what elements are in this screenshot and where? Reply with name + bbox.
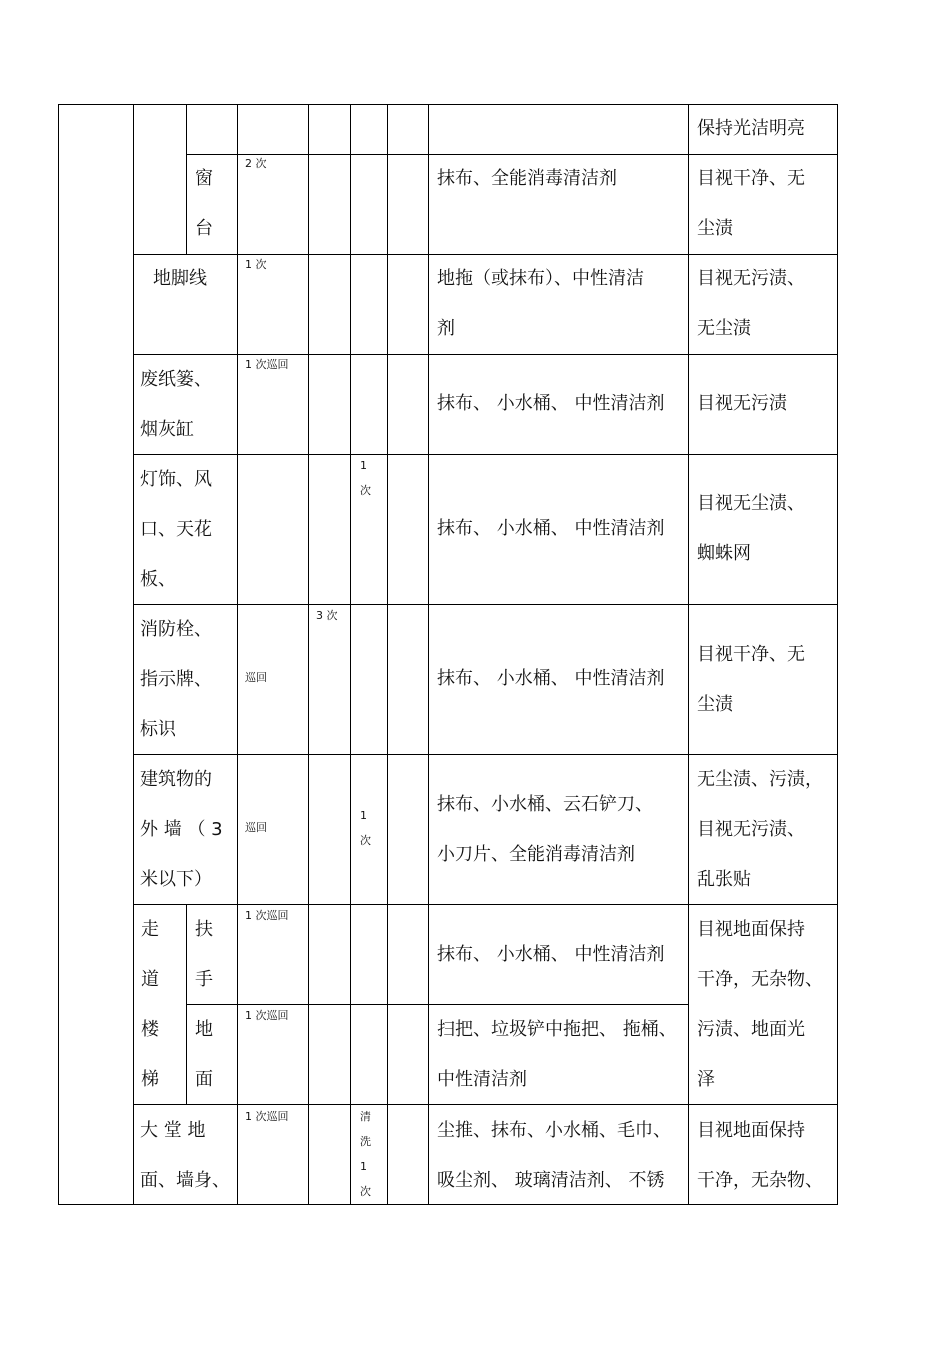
tools-cell: 抹布、 小水桶、 中性清洁剂 [437, 668, 665, 689]
tools-cell: 抹布、小水桶、云石铲刀、 [437, 794, 653, 815]
standard-cell: 无尘渍 [697, 318, 751, 339]
daily-frequency-cell: 巡回 [245, 821, 267, 834]
standard-cell: 蜘蛛网 [697, 543, 751, 564]
standard-cell: 无尘渍、污渍， [697, 769, 823, 790]
item-cell: 烟灰缸 [140, 419, 194, 440]
column-divider [186, 904, 187, 1104]
standard-cell: 目视无污渍、 [697, 268, 805, 289]
item-cell: 外 墙 （ 3 [140, 819, 223, 840]
column-divider [237, 104, 238, 1205]
monthly-frequency-cell: 次 [360, 484, 371, 497]
group-item-cell: 走 [141, 919, 159, 940]
tools-cell: 抹布、 小水桶、 中性清洁剂 [437, 393, 665, 414]
standard-cell: 干净，无杂物、 [697, 1170, 823, 1191]
monthly-frequency-cell: 次 [360, 834, 371, 847]
item-cell: 废纸篓、 [140, 369, 212, 390]
standard-cell: 保持光洁明亮 [697, 118, 805, 139]
item-cell: 口、天花 [140, 519, 212, 540]
table-border-right [837, 104, 838, 1205]
standard-cell: 目视无尘渍、 [697, 493, 805, 514]
tools-cell: 地拖（或抹布）、中性清洁 [437, 268, 644, 289]
column-divider [133, 104, 134, 1205]
item-cell: 地脚线 [153, 268, 207, 289]
monthly-frequency-cell: 清 [360, 1110, 371, 1123]
group-item-cell: 道 [141, 969, 159, 990]
standard-cell: 尘渍 [697, 694, 733, 715]
monthly-frequency-cell: 1 [360, 459, 367, 472]
standard-cell: 乱张贴 [697, 869, 751, 890]
row-divider [133, 454, 838, 455]
sub-item-cell: 台 [195, 218, 213, 239]
column-divider [186, 104, 187, 254]
tools-cell: 小刀片、全能消毒清洁剂 [437, 844, 635, 865]
tools-cell: 抹布、全能消毒清洁剂 [437, 168, 617, 189]
item-cell: 指示牌、 [140, 669, 212, 690]
sub-item-cell: 手 [195, 969, 213, 990]
standard-cell: 目视地面保持 [697, 919, 805, 940]
item-cell: 灯饰、风 [140, 469, 212, 490]
monthly-frequency-cell: 洗 [360, 1135, 371, 1148]
daily-frequency-cell: 巡回 [245, 671, 267, 684]
item-cell: 标识 [140, 719, 176, 740]
standard-cell: 目视无污渍 [697, 393, 787, 414]
daily-frequency-cell: 2 次 [245, 157, 267, 170]
daily-frequency-cell: 1 次巡回 [245, 1009, 289, 1022]
daily-frequency-cell: 1 次巡回 [245, 358, 289, 371]
standard-cell: 泽 [697, 1069, 715, 1090]
sub-item-cell: 扶 [195, 919, 213, 940]
group-item-cell: 梯 [141, 1069, 159, 1090]
tools-cell: 中性清洁剂 [437, 1069, 527, 1090]
tools-cell: 扫把、垃圾铲中拖把、 拖桶、 [437, 1019, 677, 1040]
column-divider [308, 104, 309, 1205]
monthly-frequency-cell: 1 [360, 809, 367, 822]
standard-cell: 目视无污渍、 [697, 819, 805, 840]
sub-item-cell: 窗 [195, 168, 213, 189]
item-cell: 大 堂 地 [140, 1120, 206, 1141]
daily-frequency-cell: 1 次 [245, 258, 267, 271]
row-divider [133, 604, 838, 605]
item-cell: 面、墙身、 [140, 1170, 230, 1191]
item-cell: 板、 [140, 569, 176, 590]
tools-cell: 抹布、 小水桶、 中性清洁剂 [437, 518, 665, 539]
standard-cell: 干净，无杂物、 [697, 969, 823, 990]
column-divider [688, 104, 689, 1205]
item-cell: 米以下） [140, 869, 212, 890]
monthly-frequency-cell: 次 [360, 1185, 371, 1198]
weekly-frequency-cell: 3 次 [316, 609, 338, 622]
standard-cell: 尘渍 [697, 218, 733, 239]
tools-cell: 剂 [437, 318, 455, 339]
standard-cell: 污渍、地面光 [697, 1019, 805, 1040]
column-divider [387, 104, 388, 1205]
standard-cell: 目视干净、无 [697, 168, 805, 189]
tools-cell: 尘推、抹布、小水桶、毛巾、 [437, 1120, 671, 1141]
group-item-cell: 楼 [141, 1019, 159, 1040]
monthly-frequency-cell: 1 [360, 1160, 367, 1173]
tools-cell: 吸尘剂、 玻璃清洁剂、 不锈 [437, 1170, 665, 1191]
column-divider [350, 104, 351, 1205]
standard-cell: 目视干净、无 [697, 644, 805, 665]
daily-frequency-cell: 1 次巡回 [245, 909, 289, 922]
daily-frequency-cell: 1 次巡回 [245, 1110, 289, 1123]
table-border-left [58, 104, 59, 1205]
column-divider [428, 104, 429, 1205]
tools-cell: 抹布、 小水桶、 中性清洁剂 [437, 944, 665, 965]
standard-cell: 目视地面保持 [697, 1120, 805, 1141]
item-cell: 建筑物的 [140, 769, 212, 790]
item-cell: 消防栓、 [140, 619, 212, 640]
sub-item-cell: 地 [195, 1019, 213, 1040]
sub-item-cell: 面 [195, 1069, 213, 1090]
row-divider [133, 354, 838, 355]
